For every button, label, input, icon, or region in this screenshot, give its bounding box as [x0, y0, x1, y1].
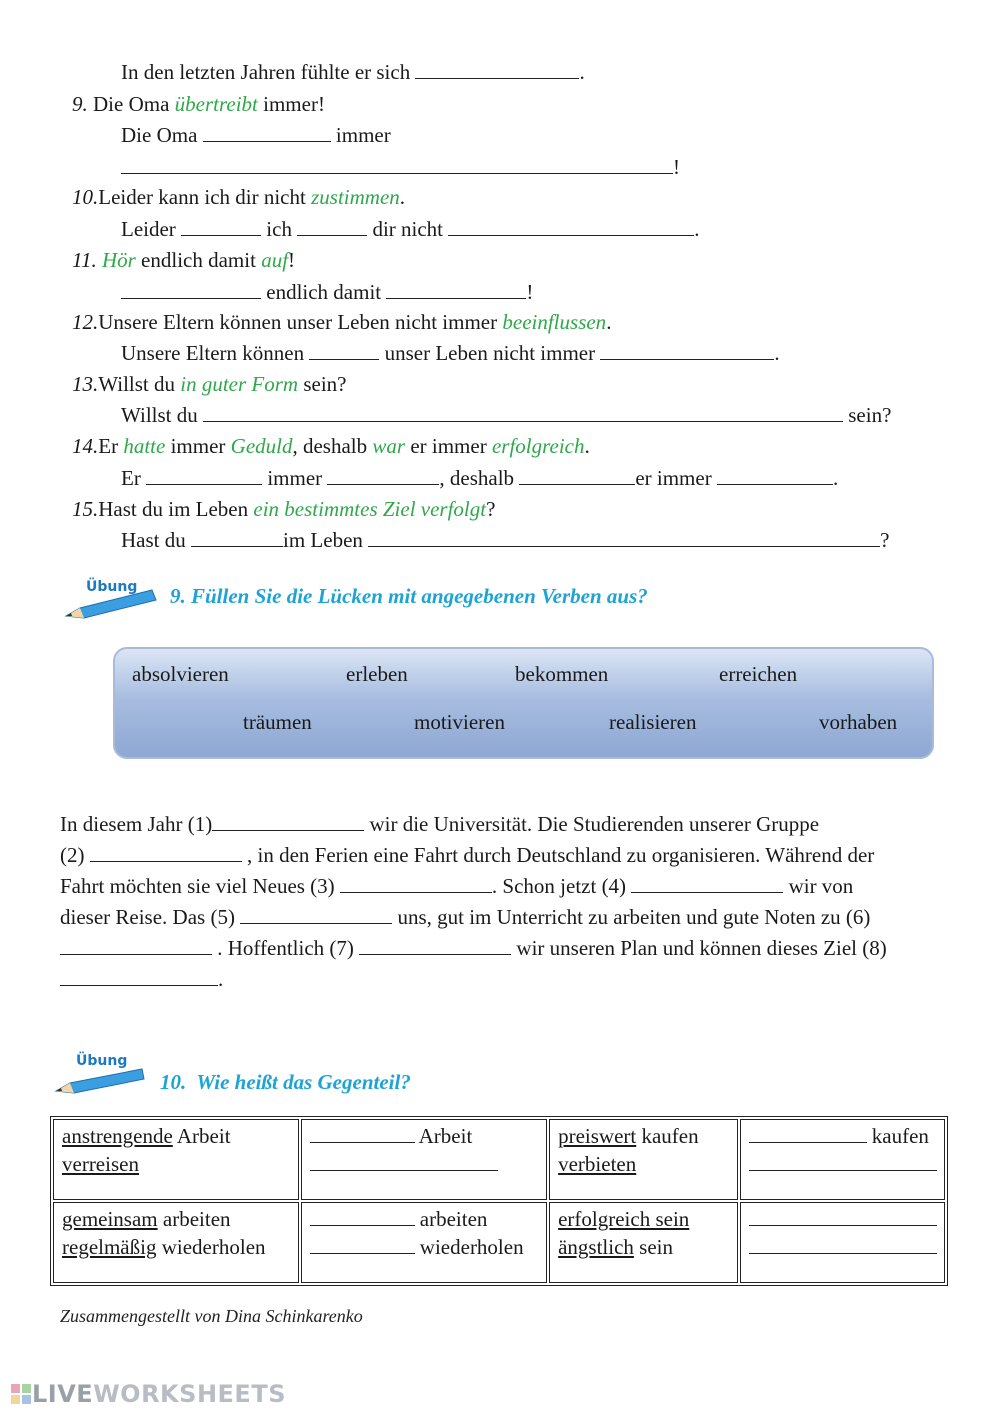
answer-blank[interactable]: [309, 342, 379, 360]
answer-blank-5[interactable]: [240, 906, 392, 924]
item-15: 15.Hast du im Leben ein bestimmtes Ziel verfolgt?: [72, 497, 496, 521]
logo-icon: [10, 1383, 32, 1405]
answer-blank[interactable]: [146, 467, 262, 485]
item-12: 12.Unsere Eltern können unser Leben nicht immer beeinflussen.: [72, 310, 612, 334]
answer-blank[interactable]: [121, 281, 261, 299]
answer-blank[interactable]: [181, 218, 261, 236]
answer-blank-1[interactable]: [212, 813, 364, 831]
table-cell: arbeiten wiederholen: [301, 1202, 548, 1283]
answer-blank[interactable]: [191, 529, 283, 547]
verb-item[interactable]: absolvieren: [132, 662, 229, 686]
item-13: 13.Willst du in guter Form sein?: [72, 372, 347, 396]
line-8-response: In den letzten Jahren fühlte er sich .: [121, 60, 585, 84]
item-11: 11. Hör endlich damit auf!: [72, 248, 296, 272]
item-14: 14.Er hatte immer Geduld, deshalb war er immer erfolgreich.: [72, 434, 590, 458]
answer-blank-4[interactable]: [631, 875, 783, 893]
verb-item[interactable]: realisieren: [609, 710, 697, 734]
answer-blank[interactable]: [448, 218, 694, 236]
answer-blank[interactable]: [600, 342, 774, 360]
table-row: [53, 1202, 945, 1283]
uebung-badge: Übung: [86, 579, 138, 595]
verb-item[interactable]: bekommen: [515, 662, 609, 686]
task-10-title: 10. Wie heißt das Gegenteil?: [160, 1070, 411, 1094]
task-9-title: 9. Füllen Sie die Lücken mit angegebenen Verben aus?: [170, 584, 648, 608]
table-row: [53, 1119, 945, 1200]
answer-blank[interactable]: [749, 1153, 937, 1171]
answer-blank-2[interactable]: [90, 844, 242, 862]
item-10: 10.Leider kann ich dir nicht zustimmen.: [72, 185, 406, 209]
answer-blank-7[interactable]: [359, 937, 511, 955]
item-9: 9. Die Oma übertreibt immer!: [72, 92, 325, 116]
verb-item[interactable]: erreichen: [719, 662, 798, 686]
verb-item[interactable]: motivieren: [414, 710, 505, 734]
verb-item[interactable]: vorhaben: [819, 710, 898, 734]
table-cell: kaufen: [740, 1119, 945, 1200]
answer-blank[interactable]: [310, 1153, 498, 1171]
item-13-response: Willst du sein?: [121, 403, 892, 427]
answer-blank[interactable]: [297, 218, 367, 236]
table-cell: erfolgreich sein ängstlich sein: [549, 1202, 737, 1283]
item-9-response-line2: !: [121, 155, 680, 180]
uebung-badge: Übung: [76, 1053, 128, 1069]
answer-blank[interactable]: [519, 467, 635, 485]
answer-blank[interactable]: [386, 281, 526, 299]
answer-blank[interactable]: [749, 1208, 937, 1226]
answer-blank[interactable]: [717, 467, 833, 485]
answer-blank[interactable]: [327, 467, 439, 485]
opposites-table: [50, 1116, 948, 1286]
item-12-response: Unsere Eltern können unser Leben nicht immer .: [121, 341, 780, 365]
answer-blank[interactable]: [203, 404, 843, 422]
item-11-response: endlich damit !: [121, 280, 533, 305]
table-cell: anstrengende Arbeit verreisen: [53, 1119, 299, 1200]
answer-blank[interactable]: [310, 1236, 415, 1254]
answer-blank-8[interactable]: [60, 968, 218, 986]
answer-blank[interactable]: [203, 124, 331, 142]
item-10-response: Leider ich dir nicht .: [121, 217, 700, 241]
table-cell: gemeinsam arbeiten regelmäßig wiederholen: [53, 1202, 299, 1283]
answer-blank[interactable]: [121, 156, 673, 174]
verb-item[interactable]: erleben: [346, 662, 408, 686]
answer-blank[interactable]: [749, 1125, 867, 1143]
answer-blank[interactable]: [368, 529, 880, 547]
answer-blank[interactable]: [415, 61, 579, 79]
liveworksheets-logo[interactable]: LIVEWORKSHEETS: [10, 1380, 286, 1408]
table-cell: Arbeit: [301, 1119, 548, 1200]
task-9-text: In diesem Jahr (1) wir die Universität. Die Studierenden unserer Gruppe (2) , in den Ferien eine Fahrt durch Deutschland zu organisieren. Während der Fahrt möchten sie viel Neues (3) . Schon jetzt (4) wir von dieser Reise. Das (5) uns, gut im Unterricht zu arbeiten und gute Noten zu (6) . Hoffentlich (7) wir unseren Plan und können dieses Ziel (8) .: [60, 812, 887, 991]
item-15-response: Hast du im Leben ?: [121, 528, 890, 552]
answer-blank[interactable]: [310, 1208, 415, 1226]
verb-box: [113, 647, 934, 759]
verb-item[interactable]: träumen: [243, 710, 312, 734]
table-cell: preiswert kaufen verbieten: [549, 1119, 737, 1200]
item-9-response: Die Oma immer: [121, 123, 391, 147]
answer-blank[interactable]: [310, 1125, 415, 1143]
item-14-response: Er immer , deshalb er immer .: [121, 466, 839, 490]
table-cell: [740, 1202, 945, 1283]
answer-blank[interactable]: [749, 1236, 937, 1254]
author-credit: Zusammengestellt von Dina Schinkarenko: [60, 1306, 363, 1326]
answer-blank-6[interactable]: [60, 937, 212, 955]
answer-blank-3[interactable]: [340, 875, 492, 893]
